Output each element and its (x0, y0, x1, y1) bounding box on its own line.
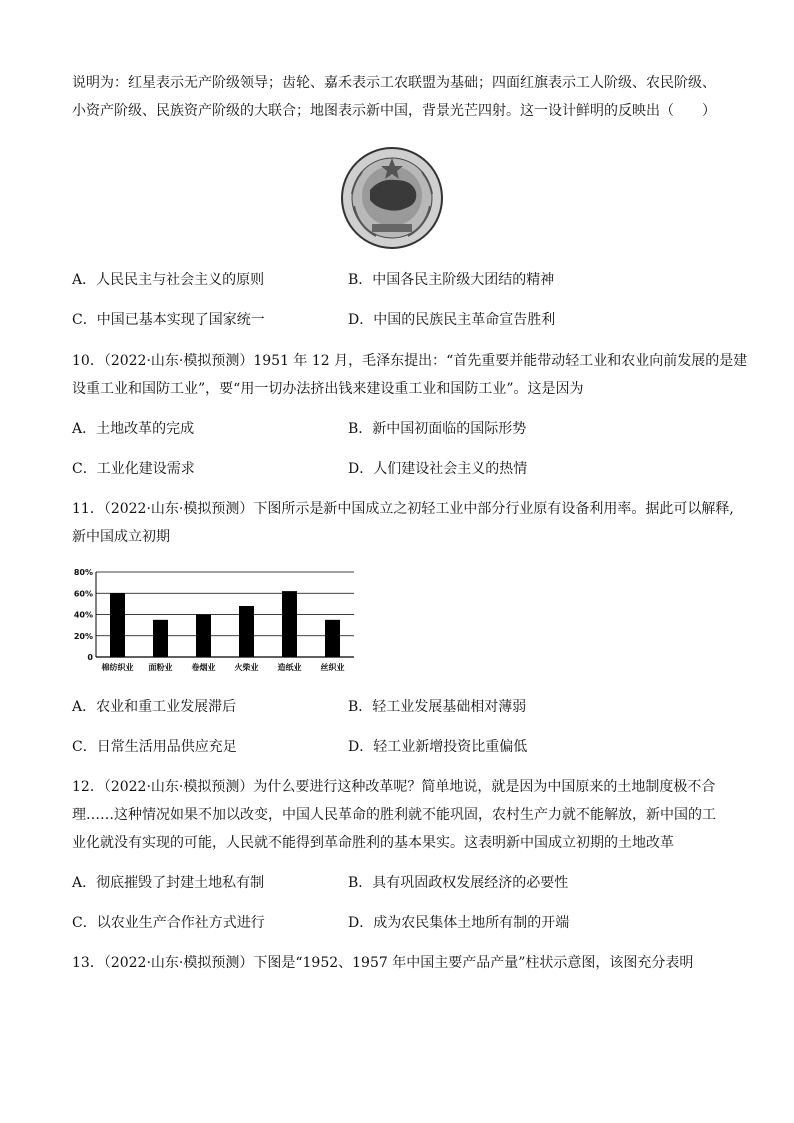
q10-option-b[interactable]: B．新中国初面临的国际形势 (348, 421, 527, 437)
q11-option-d[interactable]: D．轻工业新增投资比重偏低 (348, 739, 528, 755)
chart-x-tick-label: 卷烟业 (191, 663, 216, 672)
q12-stem-line-3: 业化就没有实现的可能，人民就不能得到革命胜利的基本果实。这表明新中国成立初期的土地改革 (72, 835, 674, 851)
chart-bar (239, 606, 254, 657)
q11-option-a[interactable]: A．农业和重工业发展滞后 (72, 699, 237, 715)
q9-stem-line-2: 小资产阶级、民族资产阶级的大联合；地图表示新中国，背景光芒四射。这一设计鲜明的反映出（ ） (72, 103, 716, 119)
chart-y-tick-label: 0 (87, 653, 93, 662)
chart-y-tick-label: 20% (73, 631, 93, 641)
q10-option-c[interactable]: C．工业化建设需求 (72, 461, 195, 477)
q13-stem-line-1: 13．（2022·山东·模拟预测）下图是“1952、1957 年中国主要产品产量”柱状示意图，该图充分表明 (72, 955, 694, 971)
chart-x-ticks (102, 662, 345, 672)
q12-option-c[interactable]: C．以农业生产合作社方式进行 (72, 915, 265, 931)
q9-stem-line-1: 说明为：红星表示无产阶级领导；齿轮、嘉禾表示工农联盟为基础；四面红旗表示工人阶级、农民阶级、 (72, 75, 716, 91)
chart-bar (110, 593, 125, 657)
chart-y-tick-label: 60% (73, 589, 93, 599)
q12-option-d[interactable]: D．成为农民集体土地所有制的开端 (348, 915, 570, 931)
q12-option-a[interactable]: A．彻底摧毁了封建土地私有制 (72, 875, 265, 891)
chart-y-ticks (74, 568, 94, 662)
cppcc-emblem-icon (340, 146, 444, 250)
q9-option-b[interactable]: B．中国各民主阶级大团结的精神 (348, 272, 555, 288)
q9-option-d[interactable]: D．中国的民族民主革命宣告胜利 (348, 312, 556, 328)
equipment-utilization-chart (66, 564, 362, 680)
q12-stem-line-2: 理……这种情况如果不加以改变，中国人民革命的胜利就不能巩固，农村生产力就不能解放，新中国的工 (72, 807, 716, 823)
q12-option-b[interactable]: B．具有巩固政权发展经济的必要性 (348, 875, 569, 891)
q9-option-a[interactable]: A．人民民主与社会主义的原则 (72, 272, 265, 288)
chart-y-tick-label: 80% (73, 568, 93, 577)
chart-x-tick-label: 棉纺织业 (101, 663, 134, 672)
chart-bar (282, 591, 297, 657)
q11-stem-line-2: 新中国成立初期 (72, 529, 170, 545)
chart-bars (110, 591, 340, 657)
chart-x-tick-label: 丝织业 (320, 663, 345, 672)
chart-x-tick-label: 面粉业 (148, 663, 173, 672)
chart-bar (325, 620, 340, 657)
q10-option-a[interactable]: A．土地改革的完成 (72, 421, 195, 437)
chart-x-tick-label: 火柴业 (234, 663, 259, 672)
q11-option-b[interactable]: B．轻工业发展基础相对薄弱 (348, 699, 527, 715)
chart-bar (196, 615, 211, 658)
q9-option-c[interactable]: C．中国已基本实现了国家统一 (72, 312, 265, 328)
q10-stem-line-2: 设重工业和国防工业”，要“用一切办法挤出钱来建设重工业和国防工业”。这是因为 (72, 381, 584, 397)
q10-stem-line-1: 10．（2022·山东·模拟预测）1951 年 12 月，毛泽东提出：“首先重要并能带动轻工业和农业向前发展的是建 (72, 353, 748, 369)
q12-stem-line-1: 12．（2022·山东·模拟预测）为什么要进行这种改革呢？简单地说，就是因为中国原来的土地制度极不合 (72, 779, 716, 795)
chart-bar (153, 620, 168, 657)
q11-option-c[interactable]: C．日常生活用品供应充足 (72, 739, 237, 755)
chart-x-tick-label: 造纸业 (277, 663, 302, 672)
chart-y-tick-label: 40% (73, 610, 93, 620)
chart-grid (96, 572, 354, 657)
q11-stem-line-1: 11．（2022·山东·模拟预测）下图所示是新中国成立之初轻工业中部分行业原有设备利用率。据此可以解释, (72, 501, 734, 517)
q10-option-d[interactable]: D．人们建设社会主义的热情 (348, 461, 528, 477)
